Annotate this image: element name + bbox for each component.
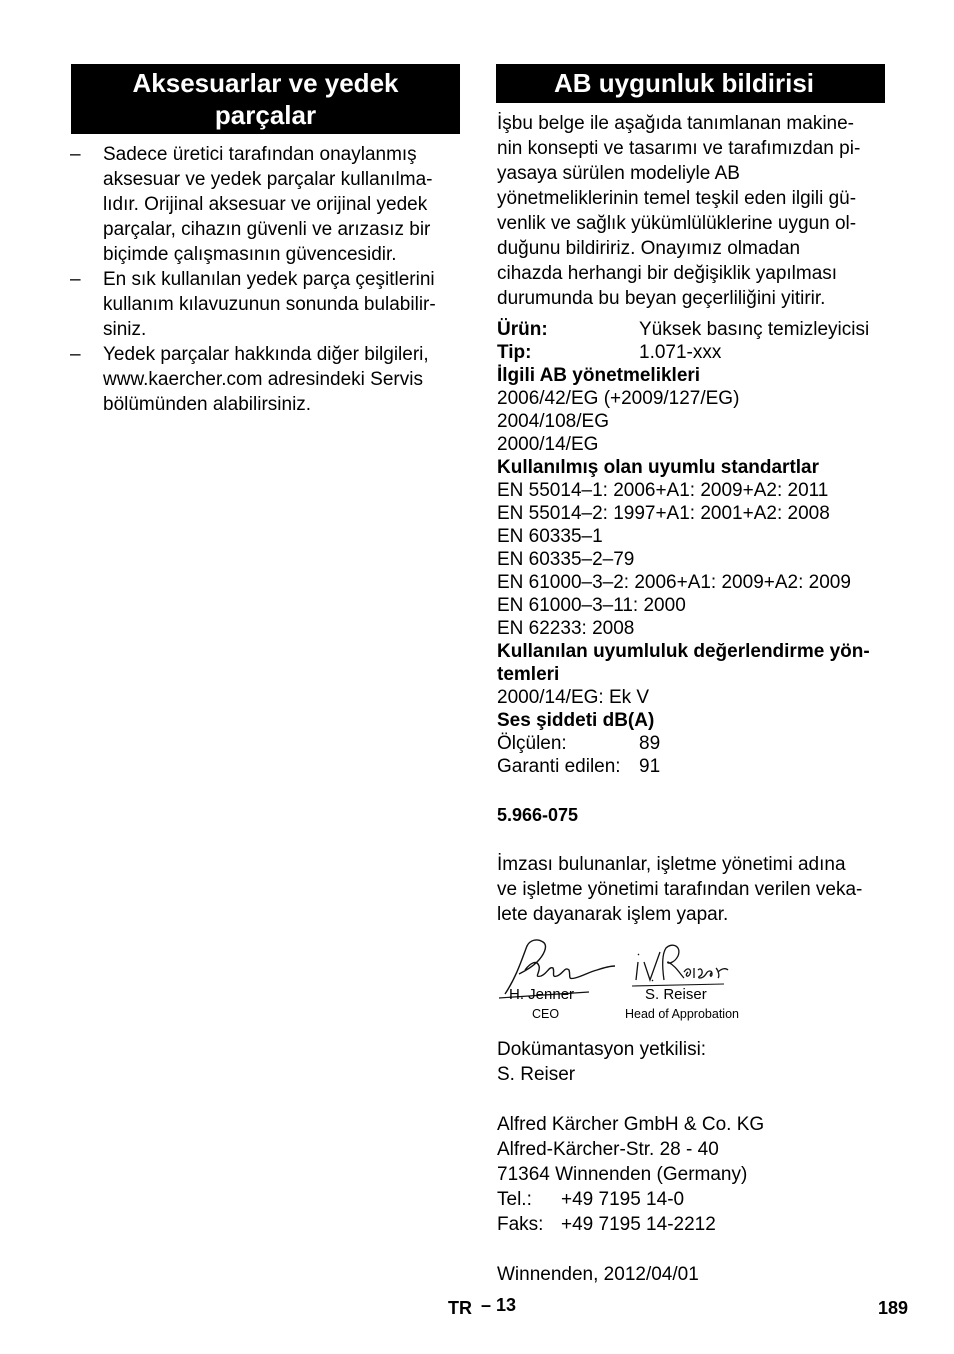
place-date: Winnenden, 2012/04/01	[497, 1264, 699, 1285]
telephone-label: Tel.:	[497, 1189, 532, 1210]
measured-label: Ölçülen:	[497, 733, 567, 754]
directive-item: 2006/42/EG (+2009/127/EG)	[497, 388, 740, 409]
methods-heading-line1: Kullanılan uyumluluk değerlendirme yön-	[497, 641, 870, 662]
fax-row	[497, 1212, 764, 1237]
standard-item: EN 61000–3–2: 2006+A1: 2009+A2: 2009	[497, 572, 851, 593]
guaranteed-label: Garanti edilen:	[497, 756, 621, 777]
signatory2-name: S. Reiser	[645, 986, 707, 1003]
directives-heading: İlgili AB yönetmelikleri	[497, 365, 701, 386]
type-row	[497, 341, 897, 364]
company-address: Alfred Kärcher GmbH & Co. KG Alfred-Kärcher-Str. 28 - 40 71364 Winnenden (Germany) Tel.: +49 7195 14-0 Faks: +49 7195 14-2212	[497, 1114, 765, 1235]
guaranteed-value: 91	[639, 756, 661, 777]
signatories-text: İmzası bulunanlar, işletme yönetimi adına ve işletme yönetimi tarafından verilen veka- lete dayanarak işlem yapar.	[497, 854, 863, 925]
product-label: Ürün:	[497, 319, 548, 340]
type-value: 1.071-xxx	[639, 342, 722, 363]
dash-bullet: –	[70, 269, 81, 290]
methods-heading-line2: temleri	[497, 664, 560, 685]
list-item: – Sadece üretici tarafından onaylanmış aksesuar ve yedek parçalar kullanılma- lıdır. Orijinal aksesuar ve orijinal yedek parçalar, cihazın güvenli ve arızasız bir biçimde çalışmasının güvencesidir.	[70, 144, 433, 265]
accessories-heading-line1: Aksesuarlar ve yedek	[132, 68, 399, 98]
fax-value: +49 7195 14-2212	[561, 1214, 716, 1235]
specifications	[497, 318, 897, 778]
sound-heading: Ses şiddeti dB(A)	[497, 710, 655, 731]
product-row	[497, 318, 897, 341]
footer-section-page: – 13	[481, 1295, 517, 1315]
standard-item: EN 60335–1	[497, 526, 603, 547]
measured-value: 89	[639, 733, 661, 754]
accessories-heading	[71, 64, 460, 134]
standards-heading: Kullanılmış olan uyumlu standartlar	[497, 457, 820, 478]
footer-language: TR	[448, 1298, 472, 1318]
measured-row	[497, 732, 897, 755]
accessories-heading-line2: parçalar	[214, 100, 317, 130]
directive-item: 2004/108/EG	[497, 411, 609, 432]
list-item: – En sık kullanılan yedek parça çeşitlerini kullanım kılavuzunun sonunda bulabilir- siniz.	[70, 269, 436, 340]
standard-item: EN 61000–3–11: 2000	[497, 595, 686, 616]
type-label: Tip:	[497, 342, 532, 363]
accessories-list	[70, 142, 462, 417]
methods-value: 2000/14/EG: Ek V	[497, 687, 650, 708]
page-number: 189	[878, 1298, 909, 1318]
standard-item: EN 55014–1: 2006+A1: 2009+A2: 2011	[497, 480, 829, 501]
signatory2-role: Head of Approbation	[625, 1007, 739, 1021]
standard-item: EN 62233: 2008	[497, 618, 635, 639]
dash-bullet: –	[70, 144, 81, 165]
fax-label: Faks:	[497, 1214, 544, 1235]
declaration-intro: İşbu belge ile aşağıda tanımlanan makine- nin konsepti ve tasarımı ve tarafımızdan pi- yasaya sürülen modeliyle AB yönetmeliklerinin temel teşkil eden ilgili gü- venlik ve sağlık yükümlülüklerine uygun ol- duğunu bildiririz. Onayımız olmadan cihazda herhangi bir değişiklik yapılması durumunda bu beyan geçerliliğini yitirir.	[497, 113, 861, 309]
directive-item: 2000/14/EG	[497, 434, 599, 455]
telephone-value: +49 7195 14-0	[561, 1189, 685, 1210]
signature-reiser	[632, 940, 732, 990]
dash-bullet: –	[70, 344, 81, 365]
standard-item: EN 60335–2–79	[497, 549, 635, 570]
signatory1-role: CEO	[532, 1007, 560, 1021]
standard-item: EN 55014–2: 1997+A1: 2001+A2: 2008	[497, 503, 830, 524]
list-item: – Yedek parçalar hakkında diğer bilgileri, www.kaercher.com adresindeki Servis bölümünden alabilirsiniz.	[70, 344, 429, 415]
telephone-row	[497, 1187, 764, 1212]
documentation-officer: Dokümantasyon yetkilisi: S. Reiser	[497, 1039, 707, 1085]
signatory1-name: H. Jenner	[509, 986, 575, 1003]
product-value: Yüksek basınç temizleyicisi	[639, 319, 870, 340]
document-number: 5.966-075	[497, 805, 579, 825]
guaranteed-row	[497, 755, 897, 778]
declaration-heading: AB uygunluk bildirisi	[496, 64, 885, 103]
